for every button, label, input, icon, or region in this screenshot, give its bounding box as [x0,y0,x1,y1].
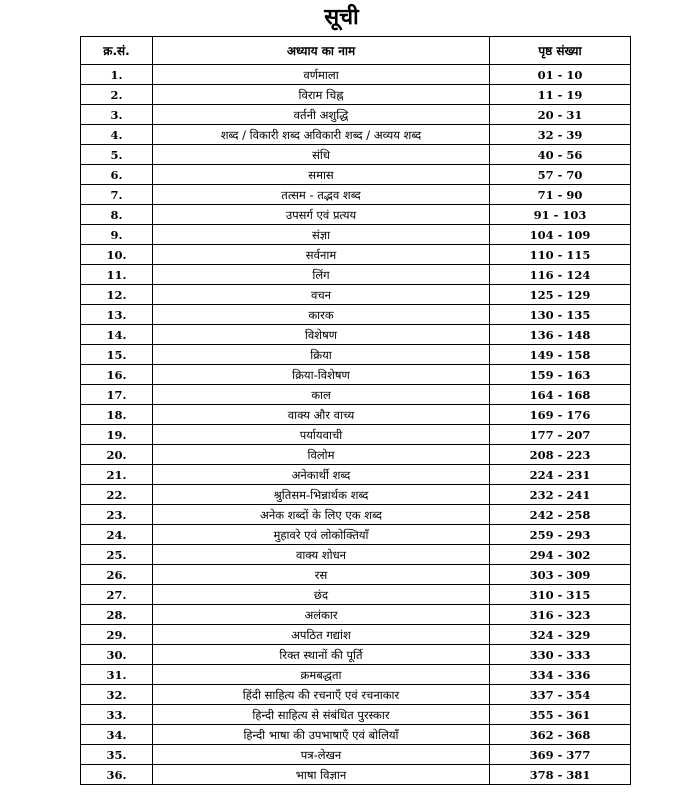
page-range-cell: 71 - 90 [490,185,631,205]
table-row [81,405,631,425]
chapter-name-cell: सर्वनाम [153,245,490,265]
serial-number-cell: 35. [81,745,153,765]
page-range-cell: 310 - 315 [490,585,631,605]
page-range-cell: 110 - 115 [490,245,631,265]
table-row [81,645,631,665]
table-row [81,565,631,585]
table-row [81,65,631,85]
serial-number-cell: 29. [81,625,153,645]
page-range-cell: 330 - 333 [490,645,631,665]
serial-number-cell: 14. [81,325,153,345]
table-row [81,605,631,625]
serial-number-cell: 24. [81,525,153,545]
table-row [81,145,631,165]
chapter-name-cell: शब्द / विकारी शब्द अविकारी शब्द / अव्यय शब्द [153,125,490,145]
table-row [81,705,631,725]
page-range-cell: 164 - 168 [490,385,631,405]
chapter-name-cell: क्रमबद्धता [153,665,490,685]
page-range-cell: 40 - 56 [490,145,631,165]
table-header-row [81,37,631,65]
serial-number-cell: 11. [81,265,153,285]
serial-number-cell: 27. [81,585,153,605]
table-row [81,585,631,605]
serial-number-cell: 33. [81,705,153,725]
table-row [81,105,631,125]
page-range-cell: 232 - 241 [490,485,631,505]
page-range-cell: 303 - 309 [490,565,631,585]
page-range-cell: 91 - 103 [490,205,631,225]
serial-number-cell: 18. [81,405,153,425]
page-range-cell: 337 - 354 [490,685,631,705]
serial-number-cell: 8. [81,205,153,225]
table-row [81,725,631,745]
serial-number-cell: 36. [81,765,153,785]
page-range-cell: 177 - 207 [490,425,631,445]
page-range-cell: 125 - 129 [490,285,631,305]
chapter-name-cell: संज्ञा [153,225,490,245]
table-row [81,365,631,385]
page-range-cell: 316 - 323 [490,605,631,625]
serial-number-cell: 25. [81,545,153,565]
page-range-cell: 149 - 158 [490,345,631,365]
serial-number-cell: 19. [81,425,153,445]
chapter-name-cell: उपसर्ग एवं प्रत्यय [153,205,490,225]
serial-number-cell: 1. [81,65,153,85]
table-row [81,265,631,285]
chapter-name-cell: विलोम [153,445,490,465]
serial-number-cell: 23. [81,505,153,525]
serial-number-cell: 17. [81,385,153,405]
chapter-name-cell: भाषा विज्ञान [153,765,490,785]
chapter-name-cell: अनेक शब्दों के लिए एक शब्द [153,505,490,525]
header-page-number: पृष्ठ संख्या [490,37,631,65]
page-range-cell: 242 - 258 [490,505,631,525]
table-row [81,465,631,485]
table-row [81,205,631,225]
page-range-cell: 224 - 231 [490,465,631,485]
table-row [81,685,631,705]
chapter-name-cell: क्रिया [153,345,490,365]
page-range-cell: 32 - 39 [490,125,631,145]
page-range-cell: 169 - 176 [490,405,631,425]
page-range-cell: 324 - 329 [490,625,631,645]
page-range-cell: 11 - 19 [490,85,631,105]
serial-number-cell: 32. [81,685,153,705]
serial-number-cell: 20. [81,445,153,465]
chapter-name-cell: हिंदी साहित्य की रचनाएँ एवं रचनाकार [153,685,490,705]
table-body [81,65,631,785]
chapter-name-cell: विराम चिह्न [153,85,490,105]
chapter-name-cell: वाक्य शोधन [153,545,490,565]
chapter-name-cell: मुहावरे एवं लोकोक्तियाँ [153,525,490,545]
chapter-name-cell: वर्तनी अशुद्धि [153,105,490,125]
table-row [81,125,631,145]
table-row [81,285,631,305]
chapter-name-cell: अपठित गद्यांश [153,625,490,645]
chapter-name-cell: पत्र-लेखन [153,745,490,765]
chapter-name-cell: काल [153,385,490,405]
serial-number-cell: 34. [81,725,153,745]
chapter-name-cell: लिंग [153,265,490,285]
chapter-name-cell: हिन्दी साहित्य से संबंधित पुरस्कार [153,705,490,725]
page-range-cell: 104 - 109 [490,225,631,245]
table-row [81,525,631,545]
chapter-name-cell: विशेषण [153,325,490,345]
serial-number-cell: 9. [81,225,153,245]
serial-number-cell: 26. [81,565,153,585]
serial-number-cell: 5. [81,145,153,165]
serial-number-cell: 31. [81,665,153,685]
page-range-cell: 355 - 361 [490,705,631,725]
chapter-name-cell: रस [153,565,490,585]
serial-number-cell: 13. [81,305,153,325]
chapter-name-cell: संधि [153,145,490,165]
chapter-name-cell: क्रिया-विशेषण [153,365,490,385]
chapter-name-cell: अलंकार [153,605,490,625]
chapter-name-cell: वचन [153,285,490,305]
page-range-cell: 116 - 124 [490,265,631,285]
table-row [81,445,631,465]
table-row [81,325,631,345]
serial-number-cell: 15. [81,345,153,365]
serial-number-cell: 30. [81,645,153,665]
table-row [81,385,631,405]
table-row [81,625,631,645]
page-range-cell: 362 - 368 [490,725,631,745]
chapter-name-cell: हिन्दी भाषा की उपभाषाएँ एवं बोलियाँ [153,725,490,745]
page-range-cell: 57 - 70 [490,165,631,185]
serial-number-cell: 4. [81,125,153,145]
chapter-name-cell: वाक्य और वाच्य [153,405,490,425]
contents-table [80,36,631,785]
chapter-name-cell: अनेकार्थी शब्द [153,465,490,485]
chapter-name-cell: समास [153,165,490,185]
table-row [81,425,631,445]
table-row [81,245,631,265]
page-range-cell: 20 - 31 [490,105,631,125]
table-row [81,345,631,365]
page-range-cell: 01 - 10 [490,65,631,85]
serial-number-cell: 28. [81,605,153,625]
serial-number-cell: 10. [81,245,153,265]
header-serial-number: क्र.सं. [81,37,153,65]
page-range-cell: 294 - 302 [490,545,631,565]
chapter-name-cell: श्रुतिसम-भिन्नार्थक शब्द [153,485,490,505]
page-range-cell: 369 - 377 [490,745,631,765]
table-row [81,305,631,325]
serial-number-cell: 3. [81,105,153,125]
serial-number-cell: 21. [81,465,153,485]
table-row [81,85,631,105]
page-range-cell: 136 - 148 [490,325,631,345]
chapter-name-cell: तत्सम - तद्भव शब्द [153,185,490,205]
serial-number-cell: 6. [81,165,153,185]
chapter-name-cell: कारक [153,305,490,325]
table-row [81,545,631,565]
chapter-name-cell: छंद [153,585,490,605]
table-row [81,185,631,205]
table-row [81,165,631,185]
table-row [81,745,631,765]
table-row [81,485,631,505]
page-range-cell: 334 - 336 [490,665,631,685]
page-range-cell: 208 - 223 [490,445,631,465]
serial-number-cell: 12. [81,285,153,305]
table-row [81,505,631,525]
table-row [81,225,631,245]
serial-number-cell: 22. [81,485,153,505]
page-range-cell: 378 - 381 [490,765,631,785]
page-title: सूची [324,5,359,30]
table-row [81,665,631,685]
chapter-name-cell: वर्णमाला [153,65,490,85]
chapter-name-cell: रिक्त स्थानों की पूर्ति [153,645,490,665]
serial-number-cell: 2. [81,85,153,105]
page-range-cell: 159 - 163 [490,365,631,385]
page-range-cell: 130 - 135 [490,305,631,325]
serial-number-cell: 7. [81,185,153,205]
serial-number-cell: 16. [81,365,153,385]
chapter-name-cell: पर्यायवाची [153,425,490,445]
table-row [81,765,631,785]
header-chapter-name: अध्याय का नाम [153,37,490,65]
page-range-cell: 259 - 293 [490,525,631,545]
